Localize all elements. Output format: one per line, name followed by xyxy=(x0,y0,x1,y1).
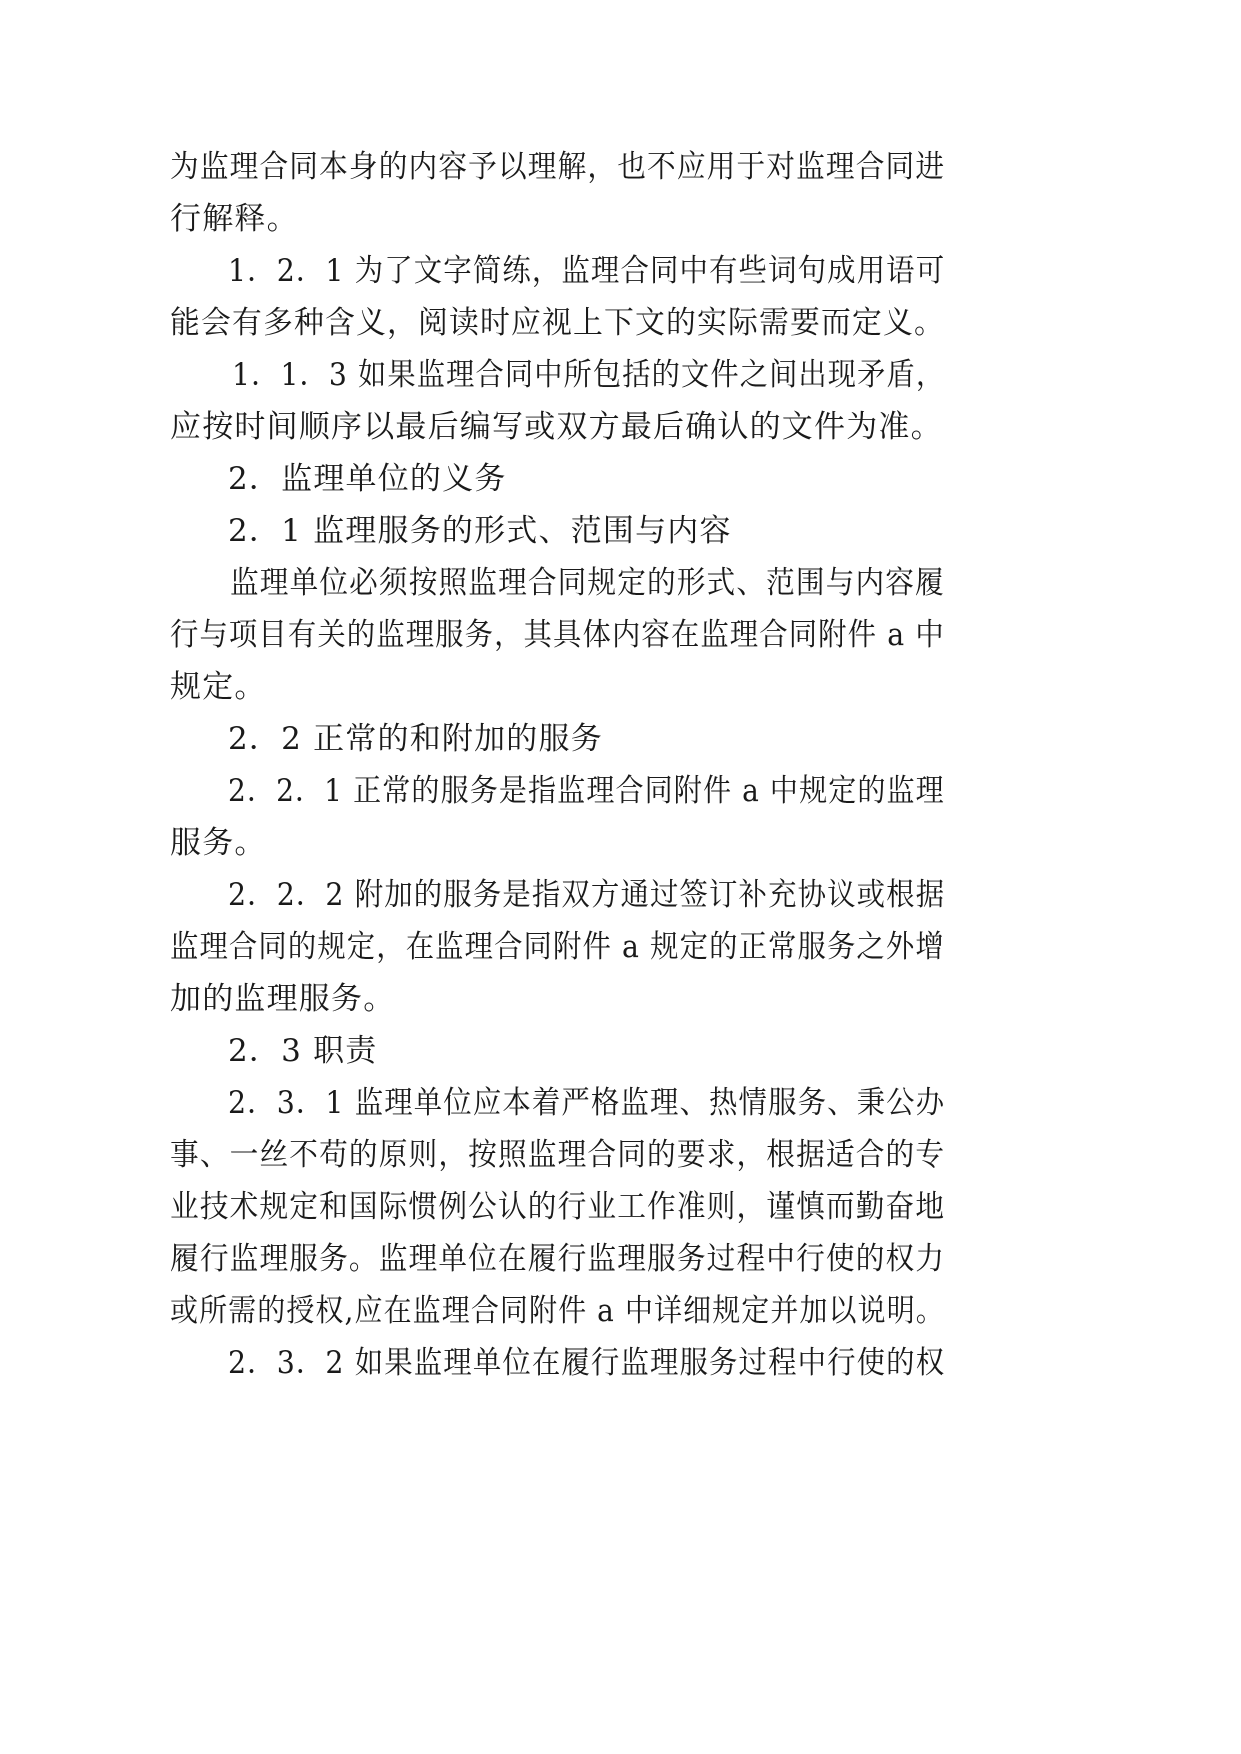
text-line: 2．2．1 正常的服务是指监理合同附件 a 中规定的监理 xyxy=(228,773,945,809)
text-line: 2．2．2 附加的服务是指双方通过签订补充协议或根据 xyxy=(228,877,946,913)
text-line: 为监理合同本身的内容予以理解，也不应用于对监理合同进 xyxy=(170,149,946,185)
text-line: 1．1．3 如果监理合同中所包括的文件之间出现矛盾， xyxy=(232,357,946,393)
text-line: 服务。 xyxy=(170,825,267,861)
text-line: 履行监理服务。监理单位在履行监理服务过程中行使的权力 xyxy=(170,1241,946,1277)
subsection-heading: 2．1 监理服务的形式、范围与内容 xyxy=(228,513,732,549)
text-line: 1．2．1 为了文字简练，监理合同中有些词句成用语可 xyxy=(228,253,946,289)
text-line: 2．3．1 监理单位应本着严格监理、热情服务、秉公办 xyxy=(228,1085,946,1121)
text-line: 行与项目有关的监理服务，其具体内容在监理合同附件 a 中 xyxy=(170,617,945,653)
text-line: 监理单位必须按照监理合同规定的形式、范围与内容履 xyxy=(230,565,945,601)
section-heading: 2．监理单位的义务 xyxy=(228,461,507,497)
text-line: 应按时间顺序以最后编写或双方最后确认的文件为准。 xyxy=(170,409,943,445)
text-line: 2．3．2 如果监理单位在履行监理服务过程中行使的权 xyxy=(228,1345,946,1381)
text-line: 行解释。 xyxy=(170,201,299,237)
text-line: 加的监理服务。 xyxy=(170,981,396,1017)
subsection-heading: 2．3 职责 xyxy=(228,1033,378,1069)
text-line: 事、一丝不苟的原则，按照监理合同的要求，根据适合的专 xyxy=(170,1137,946,1173)
text-line: 业技术规定和国际惯例公认的行业工作准则，谨慎而勤奋地 xyxy=(170,1189,946,1225)
text-line: 规定。 xyxy=(170,669,267,705)
text-line: 或所需的授权,应在监理合同附件 a 中详细规定并加以说明。 xyxy=(170,1293,945,1329)
subsection-heading: 2．2 正常的和附加的服务 xyxy=(228,721,603,757)
text-line: 能会有多种含义，阅读时应视上下文的实际需要而定义。 xyxy=(170,305,945,341)
text-line: 监理合同的规定，在监理合同附件 a 规定的正常服务之外增 xyxy=(170,929,945,965)
